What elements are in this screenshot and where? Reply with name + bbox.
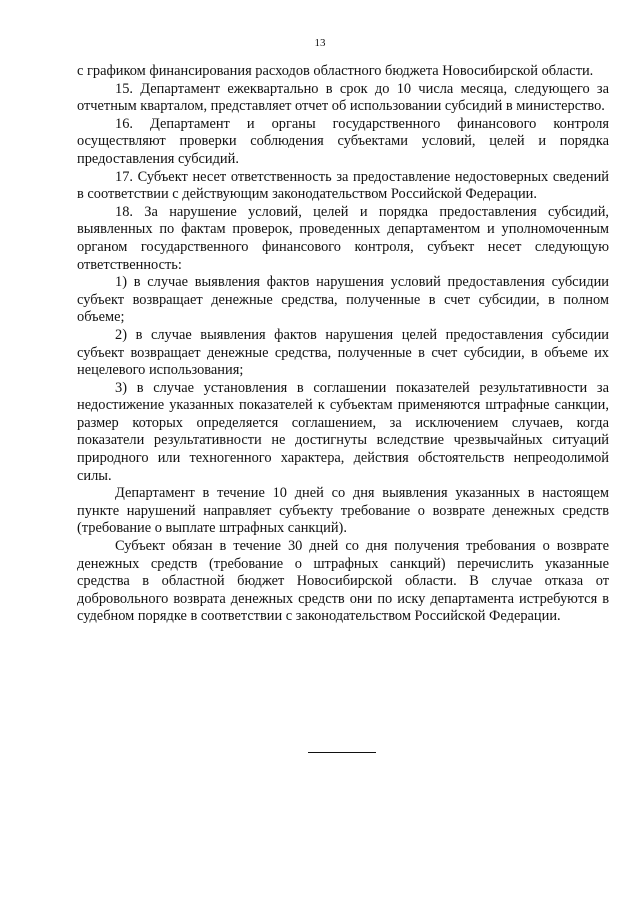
paragraph-subclause-2: 2) в случае выявления фактов нарушения целей предоставления субсидии субъект возвращает денежные средства, полученные в счет субсидии, в объеме их нецелевого использования; — [77, 326, 609, 379]
paragraph-clause-15: 15. Департамент ежеквартально в срок до 10 числа месяца, следующего за отчетным кварталом, представляет отчет об использовании субсидий в министерство. — [77, 80, 609, 115]
paragraph-subject-obligation: Субъект обязан в течение 30 дней со дня получения требования о возврате денежных средств (требование о штрафных санкций) перечислить указанные средства в областной бюджет Новосибирской области. В случае отказа от добровольного возврата денежных средств они по иску департамента истребуются в судебном порядке в соответствии с законодательством Российской Федерации. — [77, 538, 609, 625]
paragraph-continuation: с графиком финансирования расходов областного бюджета Новосибирской области. — [77, 63, 594, 79]
paragraph-clause-17: 17. Субъект несет ответственность за предоставление недостоверных сведений в соответствии с действующим законодательством Российской Федерации. — [77, 168, 609, 203]
paragraph-subclause-3: 3) в случае установления в соглашении показателей результативности за недостижение указанных показателей к субъектам применяются штрафные санкции, размер которых определяется соглашением, за исключением случаев, когда показатели результативности не достигнуты вследствие чрезвычайных ситуаций природного или техногенного характера, действия обстоятельств непреодолимой силы. — [77, 379, 609, 484]
paragraph-subclause-1: 1) в случае выявления фактов нарушения условий предоставления субсидии субъект возвращает денежные средства, полученные в счет субсидии, в полном объеме; — [77, 274, 609, 326]
page-number: 13 — [314, 37, 326, 49]
paragraph-clause-18: 18. За нарушение условий, целей и порядка предоставления субсидий, выявленных по фактам проверок, проведенных департаментом и уполномоченным органом государственного финансового контроля, субъект несет следующую ответственность: — [77, 203, 609, 273]
paragraph-department-demand: Департамент в течение 10 дней со дня выявления указанных в настоящем пункте нарушений направляет субъекту требование о возврате денежных средств (требование о выплате штрафных санкций). — [77, 485, 609, 537]
closing-divider — [308, 752, 376, 753]
paragraph-clause-16: 16. Департамент и органы государственного финансового контроля осуществляют проверки соблюдения субъектами условий, целей и порядка предоставления субсидий. — [77, 115, 609, 167]
document-body — [77, 63, 609, 626]
